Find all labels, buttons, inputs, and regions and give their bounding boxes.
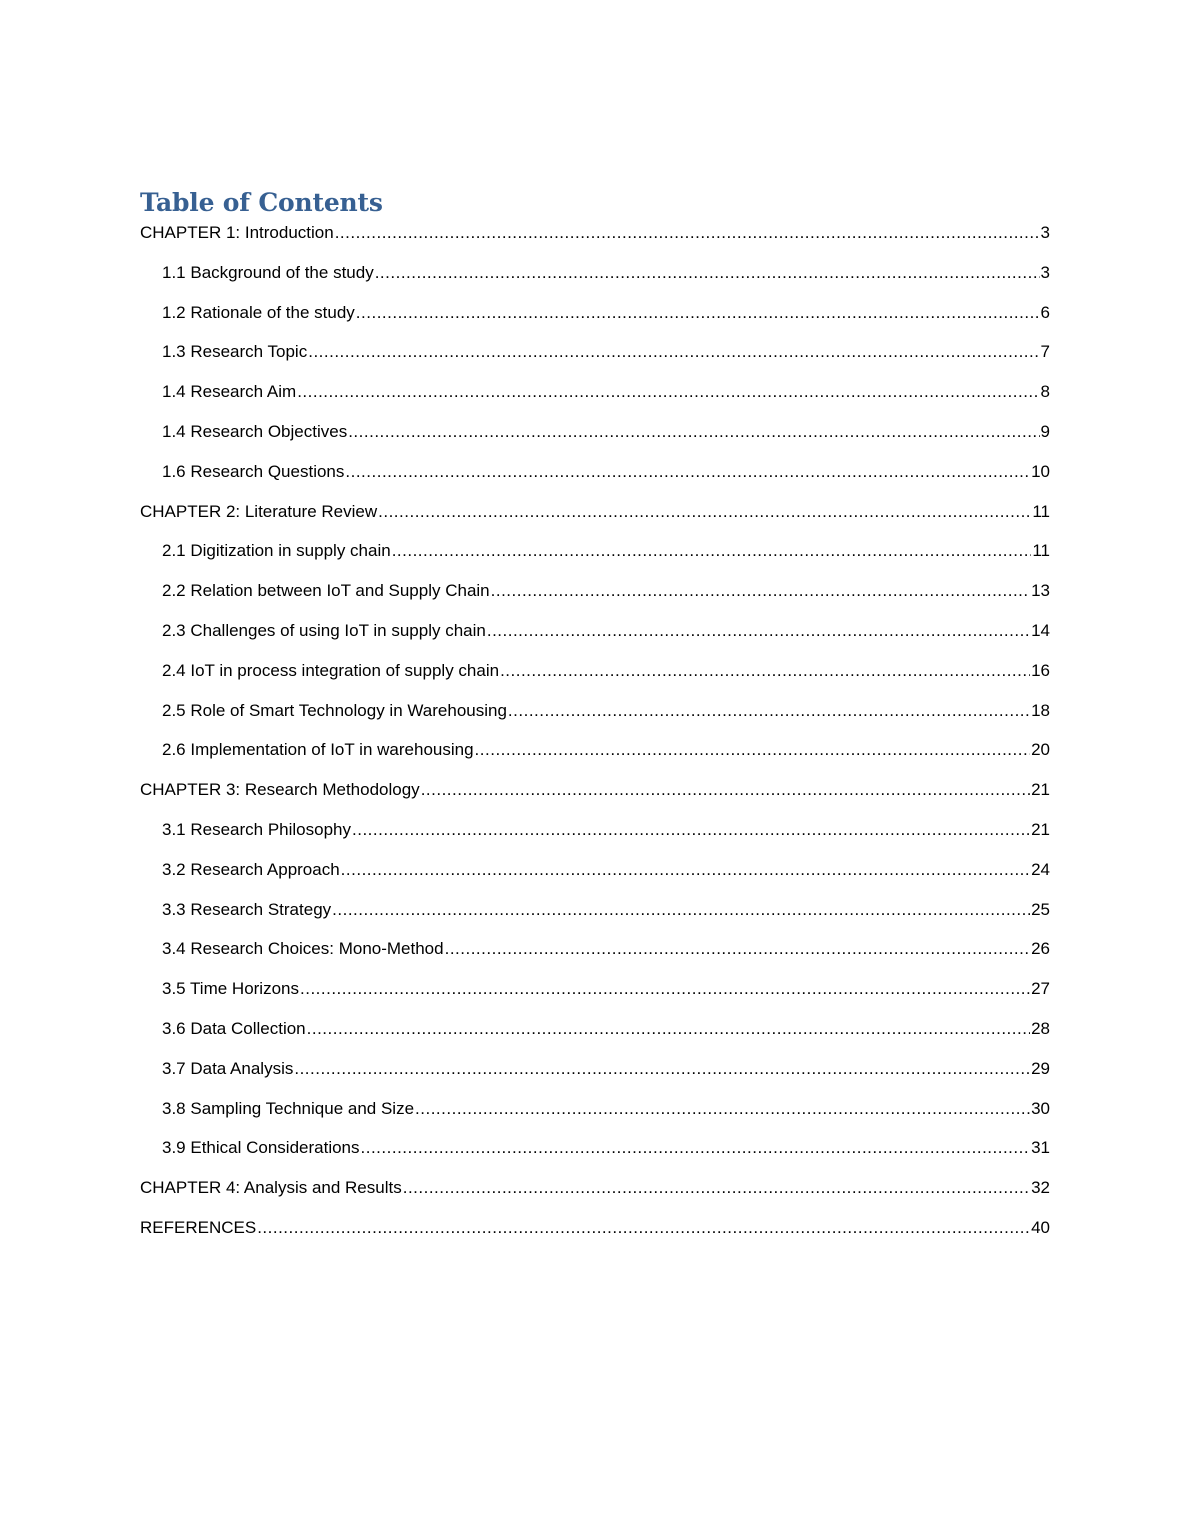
toc-page-number: 29 [1031, 1058, 1050, 1078]
toc-entry-label: 2.6 Implementation of IoT in warehousing [162, 740, 474, 760]
toc-dot-leader [487, 620, 1030, 642]
toc-section-entry[interactable] [140, 859, 1050, 899]
toc-page-number: 20 [1031, 740, 1050, 760]
toc-page-number: 25 [1031, 899, 1050, 919]
toc-page-number: 16 [1031, 660, 1050, 680]
toc-entry-label: 2.1 Digitization in supply chain [162, 541, 391, 561]
toc-entry-label: 3.4 Research Choices: Mono-Method [162, 939, 444, 959]
toc-dot-leader [356, 302, 1040, 324]
toc-dot-leader [345, 461, 1030, 483]
toc-dot-leader [421, 779, 1030, 801]
toc-entry-label: 3.5 Time Horizons [162, 979, 299, 999]
toc-page-number: 11 [1032, 501, 1050, 521]
toc-entry-label: CHAPTER 3: Research Methodology [140, 780, 420, 800]
toc-page-number: 18 [1031, 700, 1050, 720]
toc-entry-label: CHAPTER 4: Analysis and Results [140, 1178, 402, 1198]
toc-section-entry[interactable] [140, 1058, 1050, 1098]
toc-page-number: 3 [1040, 262, 1050, 282]
toc-section-entry[interactable] [140, 580, 1050, 620]
toc-page-number: 6 [1040, 302, 1050, 322]
toc-section-entry[interactable] [140, 1018, 1050, 1058]
toc-dot-leader [361, 1137, 1031, 1159]
toc-entry-label: 2.5 Role of Smart Technology in Warehousing [162, 700, 507, 720]
toc-section-entry[interactable] [140, 1098, 1050, 1138]
toc-chapter-entry[interactable] [140, 1217, 1050, 1257]
toc-page-number: 27 [1031, 979, 1050, 999]
toc-section-entry[interactable] [140, 819, 1050, 859]
toc-dot-leader [307, 1018, 1030, 1040]
toc-page-number: 13 [1031, 581, 1050, 601]
toc-entry-label: 1.4 Research Aim [162, 382, 297, 402]
toc-page-number: 31 [1031, 1138, 1050, 1158]
toc-list [140, 222, 1050, 1257]
toc-dot-leader [378, 501, 1031, 523]
toc-page-number: 11 [1032, 541, 1050, 561]
toc-dot-leader [352, 819, 1030, 841]
toc-page-number: 14 [1031, 620, 1050, 640]
toc-section-entry[interactable] [140, 899, 1050, 939]
toc-section-entry[interactable] [140, 620, 1050, 660]
toc-dot-leader [348, 421, 1039, 443]
toc-entry-label: 3.2 Research Approach [162, 859, 340, 879]
toc-dot-leader [491, 580, 1030, 602]
toc-entry-label: REFERENCES [140, 1217, 257, 1237]
toc-section-entry[interactable] [140, 1137, 1050, 1177]
toc-section-entry[interactable] [140, 978, 1050, 1018]
toc-entry-label: 1.3 Research Topic [162, 342, 308, 362]
toc-page-number: 28 [1031, 1018, 1050, 1038]
toc-entry-label: 2.4 IoT in process integration of supply chain [162, 660, 500, 680]
toc-dot-leader [297, 381, 1039, 403]
toc-page-number: 30 [1031, 1098, 1050, 1118]
toc-entry-label: 3.1 Research Philosophy [162, 819, 352, 839]
toc-chapter-entry[interactable] [140, 222, 1050, 262]
toc-entry-label: CHAPTER 2: Literature Review [140, 501, 378, 521]
toc-dot-leader [445, 938, 1030, 960]
toc-dot-leader [392, 540, 1032, 562]
toc-dot-leader [341, 859, 1030, 881]
toc-entry-label: 1.1 Background of the study [162, 262, 374, 282]
toc-dot-leader [257, 1217, 1030, 1239]
toc-entry-label: CHAPTER 1: Introduction [140, 223, 334, 242]
toc-page-number: 24 [1031, 859, 1050, 879]
toc-page-number: 7 [1040, 342, 1050, 362]
toc-dot-leader [300, 978, 1030, 1000]
toc-section-entry[interactable] [140, 302, 1050, 342]
toc-dot-leader [294, 1058, 1030, 1080]
toc-dot-leader [475, 739, 1031, 761]
toc-page-number: 8 [1040, 382, 1050, 402]
toc-entry-label: 2.3 Challenges of using IoT in supply chain [162, 620, 486, 640]
toc-section-entry[interactable] [140, 381, 1050, 421]
toc-page-number: 26 [1031, 939, 1050, 959]
toc-page-number: 21 [1031, 780, 1050, 800]
toc-chapter-entry[interactable] [140, 501, 1050, 541]
toc-section-entry[interactable] [140, 341, 1050, 381]
toc-section-entry[interactable] [140, 700, 1050, 740]
toc-page-number: 40 [1031, 1217, 1050, 1237]
toc-entry-label: 3.6 Data Collection [162, 1018, 306, 1038]
toc-chapter-entry[interactable] [140, 779, 1050, 819]
toc-dot-leader [335, 222, 1040, 244]
toc-title: Table of Contents [140, 188, 383, 217]
toc-dot-leader [415, 1098, 1030, 1120]
toc-entry-label: 3.3 Research Strategy [162, 899, 332, 919]
toc-section-entry[interactable] [140, 421, 1050, 461]
toc-entry-label: 3.9 Ethical Considerations [162, 1138, 360, 1158]
toc-page-number: 3 [1040, 223, 1050, 242]
toc-entry-label: 1.4 Research Objectives [162, 421, 348, 441]
toc-section-entry[interactable] [140, 262, 1050, 302]
toc-section-entry[interactable] [140, 461, 1050, 501]
toc-chapter-entry[interactable] [140, 1177, 1050, 1217]
table-of-contents [140, 186, 1050, 1257]
toc-entry-label: 3.8 Sampling Technique and Size [162, 1098, 415, 1118]
toc-section-entry[interactable] [140, 938, 1050, 978]
toc-section-entry[interactable] [140, 540, 1050, 580]
toc-dot-leader [500, 660, 1030, 682]
toc-dot-leader [332, 899, 1030, 921]
toc-entry-label: 3.7 Data Analysis [162, 1058, 294, 1078]
toc-entry-label: 2.2 Relation between IoT and Supply Chain [162, 581, 490, 601]
toc-page-number: 9 [1040, 421, 1050, 441]
toc-page-number: 32 [1031, 1178, 1050, 1198]
toc-page-number: 10 [1031, 461, 1050, 481]
toc-page-number: 21 [1031, 819, 1050, 839]
toc-section-entry[interactable] [140, 660, 1050, 700]
toc-dot-leader [403, 1177, 1030, 1199]
toc-dot-leader [308, 341, 1039, 363]
toc-section-entry[interactable] [140, 739, 1050, 779]
toc-dot-leader [375, 262, 1040, 284]
toc-dot-leader [508, 700, 1030, 722]
toc-entry-label: 1.2 Rationale of the study [162, 302, 355, 322]
toc-entry-label: 1.6 Research Questions [162, 461, 345, 481]
